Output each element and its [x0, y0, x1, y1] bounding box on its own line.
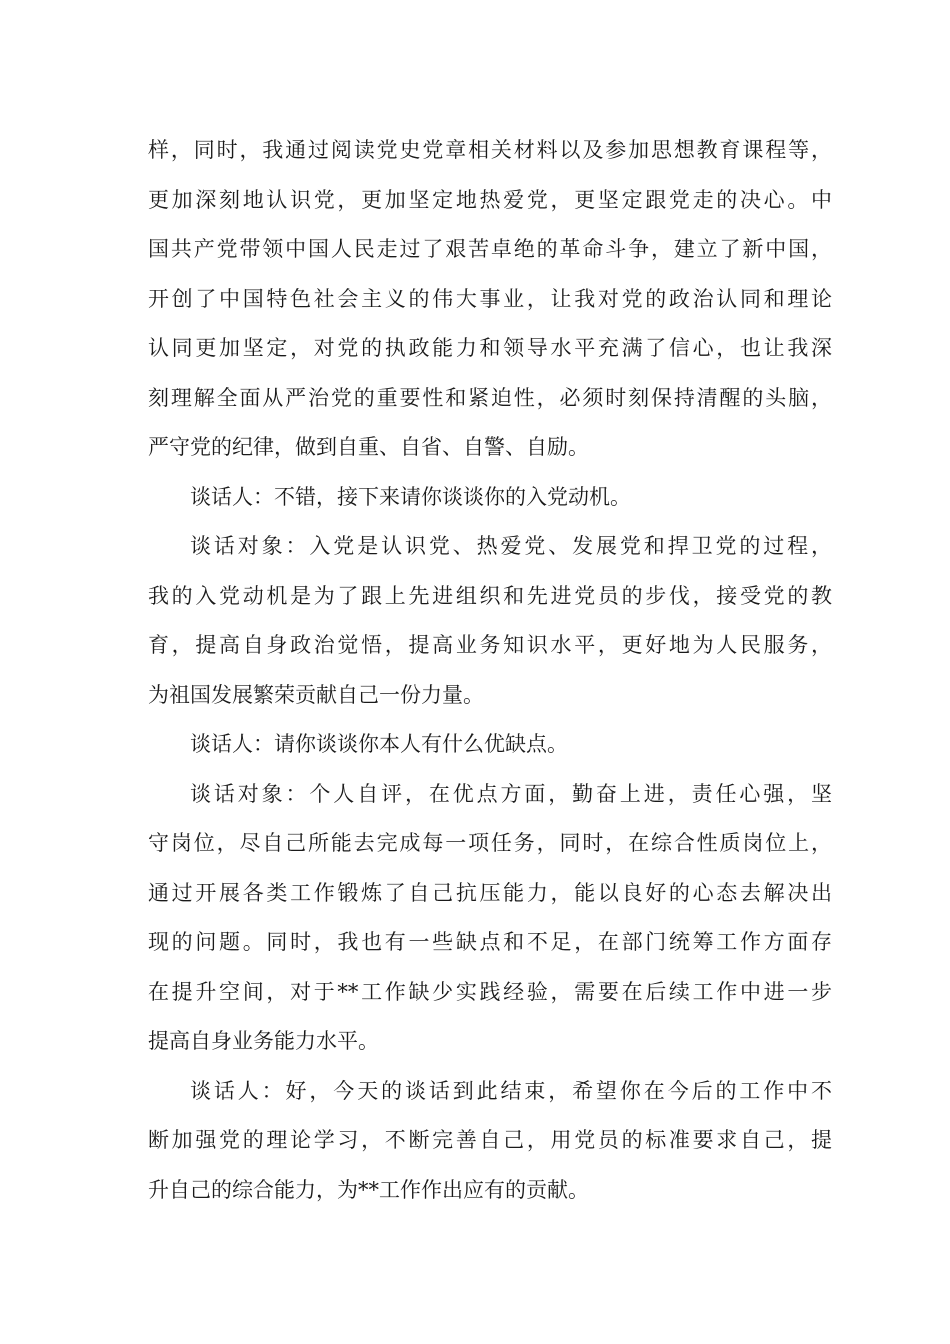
text-line: 开创了中国特色社会主义的伟大事业，让我对党的政治认同和理论: [148, 286, 832, 311]
text-line: 国共产党带领中国人民走过了艰苦卓绝的革命斗争，建立了新中国，: [148, 237, 832, 261]
text-line: 现的问题。同时，我也有一些缺点和不足，在部门统筹工作方面存: [148, 930, 832, 954]
text-line: 守岗位，尽自己所能去完成每一项任务，同时，在综合性质岗位上，: [148, 831, 832, 855]
text-line: 谈话人：请你谈谈你本人有什么优缺点。: [190, 732, 568, 756]
text-line: 为祖国发展繁荣贡献自己一份力量。: [148, 682, 484, 707]
text-line: 样，同时，我通过阅读党史党章相关材料以及参加思想教育课程等，: [148, 138, 832, 162]
text-line: 更加深刻地认识党，更加坚定地热爱党，更坚定跟党走的决心。中: [148, 187, 832, 212]
text-line: 认同更加坚定，对党的执政能力和领导水平充满了信心，也让我深: [148, 336, 832, 360]
text-line: 我的入党动机是为了跟上先进组织和先进党员的步伐，接受党的教: [148, 583, 832, 608]
text-line: 升自己的综合能力，为**工作作出应有的贡献。: [148, 1177, 589, 1202]
text-line: 育，提高自身政治觉悟，提高业务知识水平，更好地为人民服务，: [148, 633, 832, 657]
document-body: [148, 126, 832, 1215]
text-line: 谈话人：不错，接下来请你谈谈你的入党动机。: [190, 484, 631, 509]
text-line: 通过开展各类工作锻炼了自己抗压能力，能以良好的心态去解决出: [148, 880, 832, 905]
text-line: 刻理解全面从严治党的重要性和紧迫性，必须时刻保持清醒的头脑，: [148, 385, 832, 410]
text-line: 严守党的纪律，做到自重、自省、自警、自励。: [148, 435, 589, 459]
text-line: 提高自身业务能力水平。: [148, 1029, 379, 1053]
text-line: 谈话对象：个人自评，在优点方面，勤奋上进，责任心强，坚: [190, 781, 832, 806]
text-line: 谈话人：好，今天的谈话到此结束，希望你在今后的工作中不: [190, 1078, 832, 1103]
text-line: 断加强党的理论学习，不断完善自己，用党员的标准要求自己，提: [148, 1128, 832, 1152]
text-line: 在提升空间，对于**工作缺少实践经验，需要在后续工作中进一步: [148, 979, 832, 1004]
text-line: 谈话对象：入党是认识党、热爱党、发展党和捍卫党的过程，: [190, 534, 832, 558]
